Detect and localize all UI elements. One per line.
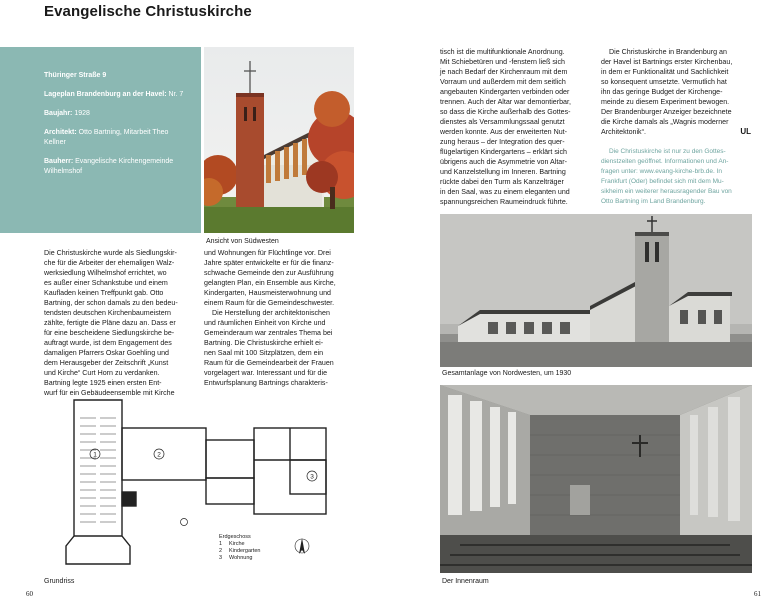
architekt-value: Otto Bartning, Mitarbeit Theo Kellner <box>44 129 169 146</box>
text-line: dienstzeiten geöffnet. Informationen und An- <box>601 158 729 165</box>
legend-heading: Erdgeschoss <box>219 534 251 540</box>
text-line: dienstes als Versammlungssaal genutzt <box>440 118 565 126</box>
text-line: Raum für die Gemeindearbeit der Frauen <box>204 359 334 367</box>
text-line: vorgelagert war. Interessant und für die <box>204 369 328 377</box>
legend-label: Kindergarten <box>229 548 261 554</box>
north-arrow-icon <box>295 538 309 554</box>
text-line: Die Christuskirche in Brandenburg an <box>609 48 727 56</box>
text-line: tendsten deutschen Kirchenbaumeistern <box>44 309 171 317</box>
caption-southwest: Ansicht von Südwesten <box>206 238 279 245</box>
author-signature: UL <box>740 127 751 136</box>
text-line: dem Herausgeber der Zeitschrift „Kunst <box>44 359 169 367</box>
photo-northwest <box>440 214 752 367</box>
text-line: che für die Arbeiter der ehemaligen Walz- <box>44 259 175 267</box>
text-line: werksiedlung Wilhelmshof errichtet, wo <box>44 269 167 277</box>
text-line: Gemeinderaum war zentrales Thema bei <box>204 329 333 337</box>
text-line: werden konnte. Aus der erweiterten Nut- <box>440 128 567 136</box>
text-line: Bartning. Die Christuskirche erhielt ei- <box>204 339 324 347</box>
text-line: ihn das geringe Budget der Kirchenge- <box>601 88 723 96</box>
text-line: Kaufladen keinen Treffpunkt gab. Otto <box>44 289 164 297</box>
text-line: Bartning legte 1925 einen ersten Ent- <box>44 379 162 387</box>
text-line: einem Raum für die Gemeindeschwester. <box>204 299 335 307</box>
text-line: Die Herstellung der architektonischen <box>212 309 330 317</box>
architekt-label: Architekt: <box>44 129 77 136</box>
text-line: nen Saal mit 100 Sitzplätzen, dem ein <box>204 349 324 357</box>
text-line: rückte dabei den Turm als Kanzelträger <box>440 178 564 186</box>
body-column-2 <box>204 248 355 388</box>
text-line: übrigens auch die Asymmetrie von Altar- <box>440 158 567 166</box>
lageplan-label: Lageplan Brandenburg an der Havel: <box>44 91 167 98</box>
visitor-note <box>601 147 751 207</box>
text-line: so dass die Kirche außerhalb des Gottes- <box>440 108 571 116</box>
text-line: je nach Bedarf der Kirchenraum mit dem <box>440 68 568 76</box>
text-line: schwache Gemeinde den zur Ausführung <box>204 269 334 277</box>
body-column-1 <box>44 248 191 398</box>
photo-southwest <box>204 47 354 233</box>
bauherr-value: Evangelische Kirchengemeinde Wilhelmshof <box>44 158 174 175</box>
text-line: sikheim ein weiterer herausragender Bau von <box>601 188 732 195</box>
info-box <box>0 47 201 233</box>
text-line: Die Christuskirche ist nur zu den Gottes- <box>609 148 726 155</box>
text-line: wurf für ein Gebäudeensemble mit Kirche <box>44 389 175 397</box>
text-line: auftragt wurde, ist dem Engagement des <box>44 339 172 347</box>
lageplan-value: Nr. 7 <box>168 91 184 98</box>
baujahr-value: 1928 <box>74 110 90 117</box>
text-line: tisch ist die multifunktionale Anordnung. <box>440 48 565 56</box>
body-column-4 <box>601 47 751 137</box>
text-line: meinde zu diesem Experiment bewogen. <box>601 98 730 106</box>
bauherr-label: Bauherr: <box>44 158 74 165</box>
room-marker: 1 <box>93 451 97 459</box>
text-line: und Wohnungen für Flüchtlinge vor. Drei <box>204 249 331 257</box>
text-line: Otto Bartning im Land Brandenburg. <box>601 198 706 205</box>
plan-legend <box>219 534 261 562</box>
text-line: flügelartigen Kindergartens – erklärt sich <box>440 148 567 156</box>
text-line: es außer einer Schankstube und einem <box>44 279 168 287</box>
text-line: Der Brandenburger Anzeiger bezeichnete <box>601 108 732 116</box>
text-line: Bartning, der schon damals zu den bedeu- <box>44 299 178 307</box>
text-line: in den Saal, was zu einem eleganten und <box>440 188 570 196</box>
text-line: trennen. Auch der Altar war demontierbar, <box>440 98 571 106</box>
text-line: gelangten Plan, ein Ensemble aus Kirche, <box>204 279 336 287</box>
text-line: Mit Schiebetüren und -fenstern ließ sich <box>440 58 565 66</box>
baujahr-label: Baujahr: <box>44 110 73 117</box>
address: Thüringer Straße 9 <box>44 72 107 79</box>
floor-plan <box>44 388 354 574</box>
text-line: Die Christuskirche wurde als Siedlungskir- <box>44 249 177 257</box>
room-marker: 3 <box>310 473 314 481</box>
legend-label: Kirche <box>229 541 245 547</box>
text-line: Entwurfsplanung Bartnings charakteris- <box>204 379 328 387</box>
text-line: und Kirche“ Curt Horn zu verdanken. <box>44 369 160 377</box>
text-line: die Kirche damals als „Wagnis moderner <box>601 118 729 126</box>
caption-northwest: Gesamtanlage von Nordwesten, um 1930 <box>442 370 572 377</box>
text-line: spannungsreichen Raumeindruck führte. <box>440 198 568 206</box>
caption-interior: Der Innenraum <box>442 578 489 585</box>
text-line: für eine bescheidene Siedlungskirche be- <box>44 329 175 337</box>
text-line: zählte, fertigte die Pläne dazu an. Dass er <box>44 319 176 327</box>
text-line: und Kanzelstellung im Inneren. Bartning <box>440 168 566 176</box>
text-line: Frankfurt (Oder) befindet sich mit dem Mu- <box>601 178 724 185</box>
text-line: Kindergarten, Hausmeisterwohnung und <box>204 289 331 297</box>
page-number-right: 61 <box>754 590 761 598</box>
photo-interior <box>440 385 752 573</box>
text-line: Vorraum und außerdem mit dem seitlich <box>440 78 566 86</box>
page-number-left: 60 <box>26 590 33 598</box>
legend-label: Wohnung <box>229 555 253 561</box>
text-line: in dem er Funktionalität und Sachlichkeit <box>601 68 729 76</box>
text-line: Jahre später entwickelte er für die finanz- <box>204 259 334 267</box>
room-marker: 2 <box>157 451 161 459</box>
page-title: Evangelische Christuskirche <box>44 3 252 20</box>
legend-num: 3 <box>219 555 223 561</box>
legend-num: 2 <box>219 548 223 554</box>
text-line: fragen unter: www.evang-kirche-brb.de. In <box>601 168 723 175</box>
text-line: damaligen Pfarrers Oskar Goehling und <box>44 349 169 357</box>
text-line: der Havel ist Bartnings erster Kirchenbau, <box>601 58 733 66</box>
text-line: und räumlichen Einheit von Kirche und <box>204 319 326 327</box>
body-column-3 <box>440 47 590 207</box>
legend-num: 1 <box>219 541 223 547</box>
caption-plan: Grundriss <box>44 578 75 585</box>
text-line: so konsequent umsetzte. Vermutlich hat <box>601 78 727 86</box>
text-line: angebauten Kindergarten verbinden oder <box>440 88 570 96</box>
text-line: zung heraus – der Integration des quer- <box>440 138 565 146</box>
text-line: Architektonik“. <box>601 128 646 136</box>
floor-plan-drawing <box>44 388 354 574</box>
